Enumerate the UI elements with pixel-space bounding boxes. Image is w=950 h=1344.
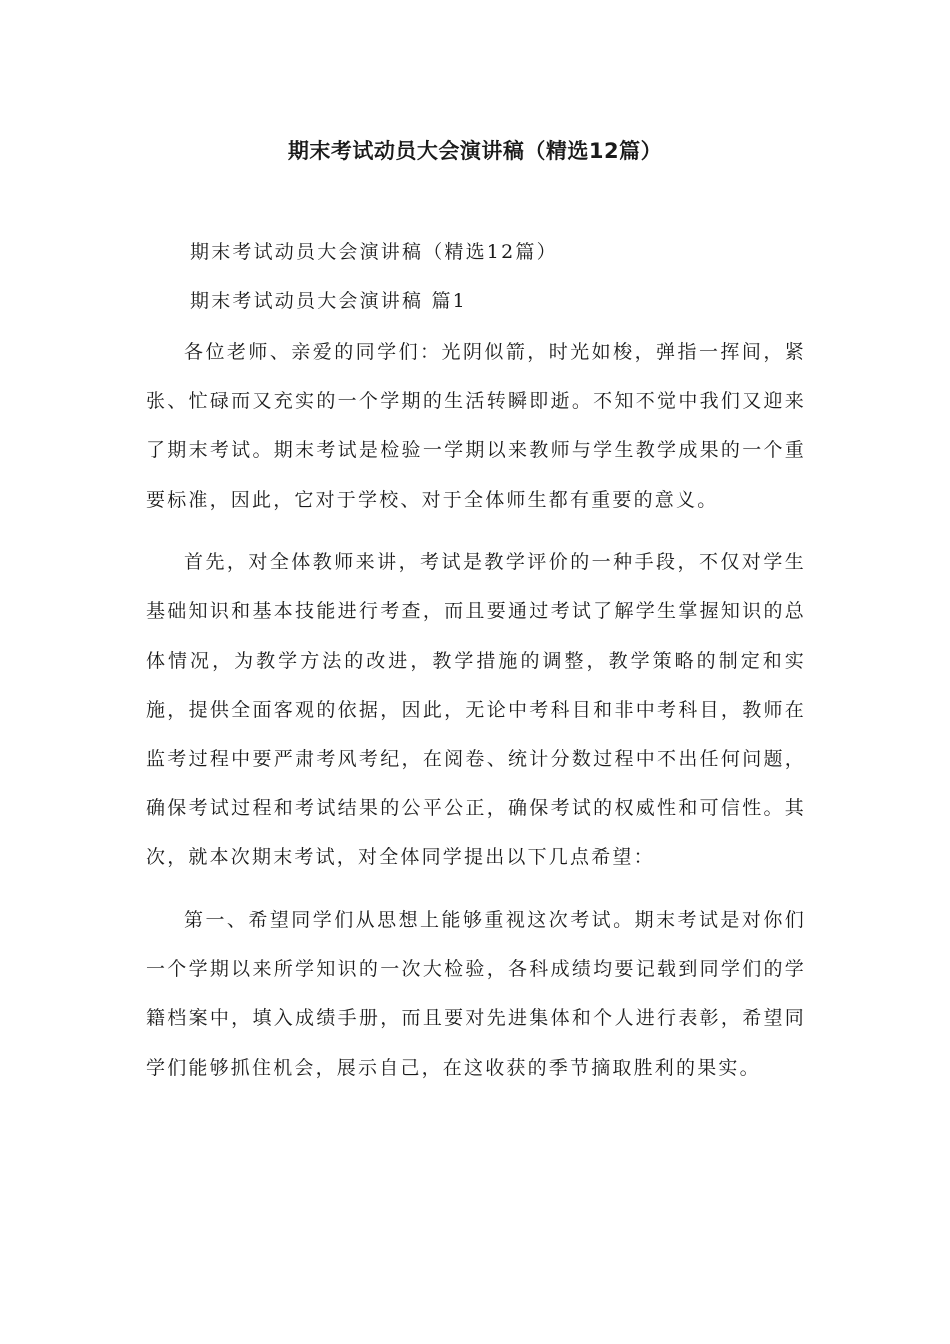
- paragraph-3: 第一、希望同学们从思想上能够重视这次考试。期末考试是对你们一个学期以来所学知识的一次大检验，各科成绩均要记载到同学们的学籍档案中，填入成绩手册，而且要对先进集体和个人进行表彰，希望同学们能够抓住机会，展示自己，在这收获的季节摘取胜利的果实。: [146, 909, 806, 1079]
- document-subtitle: 期末考试动员大会演讲稿（精选12篇）: [190, 241, 558, 263]
- paragraph-2: 首先，对全体教师来讲，考试是教学评价的一种手段，不仅对学生基础知识和基本技能进行考查，而且要通过考试了解学生掌握知识的总体情况，为教学方法的改进，教学措施的调整，教学策略的制定和实施，提供全面客观的依据，因此，无论中考科目和非中考科目，教师在监考过程中要严肃考风考纪，在阅卷、统计分数过程中不出任何问题，确保考试过程和考试结果的公平公正，确保考试的权威性和可信性。其次，就本次期末考试，对全体同学提出以下几点希望：: [146, 551, 806, 869]
- section-heading: 期末考试动员大会演讲稿 篇1: [190, 290, 467, 312]
- document-body: [146, 234, 806, 1093]
- document-title: 期末考试动员大会演讲稿（精选12篇）: [287, 139, 663, 163]
- paragraph-1: 各位老师、亲爱的同学们：光阴似箭，时光如梭，弹指一挥间，紧张、忙碌而又充实的一个学期的生活转瞬即逝。不知不觉中我们又迎来了期末考试。期末考试是检验一学期以来教师与学生教学成果的一个重要标准，因此，它对于学校、对于全体师生都有重要的意义。: [146, 341, 806, 511]
